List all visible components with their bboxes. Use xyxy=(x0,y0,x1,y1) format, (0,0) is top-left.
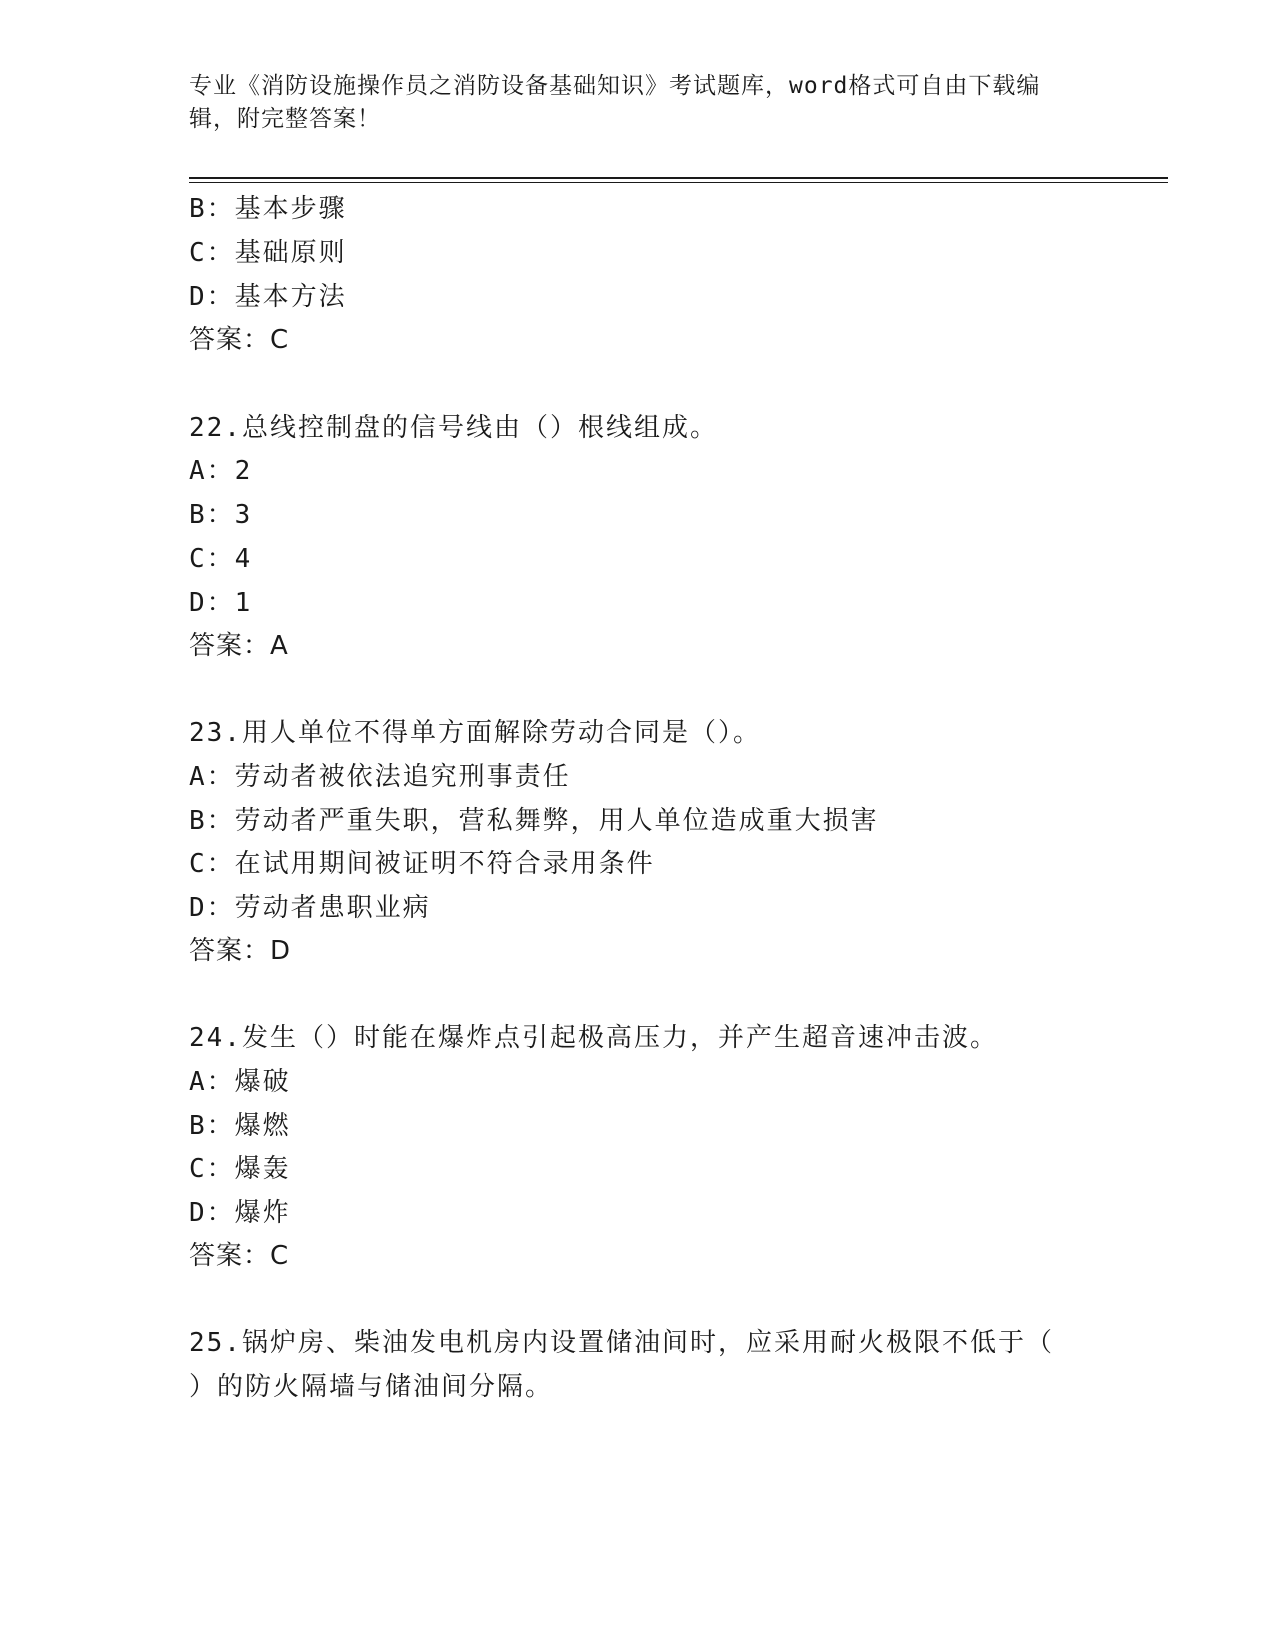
header-line-1: 专业《消防设施操作员之消防设备基础知识》考试题库，word格式可自由下载编 xyxy=(189,73,1041,99)
q21-option-d: D：基本方法 xyxy=(189,282,347,312)
q22-option-d: D：1 xyxy=(189,588,253,618)
q23-option-a: A：劳动者被依法追究刑事责任 xyxy=(189,762,571,792)
q21-answer: 答案：C xyxy=(189,325,290,355)
q23-option-b: B：劳动者严重失职，营私舞弊，用人单位造成重大损害 xyxy=(189,806,879,836)
q23-option-d: D：劳动者患职业病 xyxy=(189,893,431,923)
q22-option-a: A：2 xyxy=(189,456,253,486)
q25-question-line-2: ）的防火隔墙与储油间分隔。 xyxy=(189,1372,554,1402)
q21-option-b: B：基本步骤 xyxy=(189,194,347,224)
q24-question: 24.发生（）时能在爆炸点引起极高压力，并产生超音速冲击波。 xyxy=(189,1023,998,1053)
q22-option-b: B：3 xyxy=(189,500,253,530)
q24-option-c: C：爆轰 xyxy=(189,1154,291,1184)
header-line-2: 辑，附完整答案！ xyxy=(189,106,381,132)
q23-option-c: C：在试用期间被证明不符合录用条件 xyxy=(189,849,655,879)
q22-answer: 答案：A xyxy=(189,631,289,661)
q24-option-b: B：爆燃 xyxy=(189,1111,291,1141)
document-header xyxy=(189,70,1089,136)
header-rule-thin xyxy=(189,182,1168,183)
q23-answer: 答案：D xyxy=(189,936,292,966)
q24-option-a: A：爆破 xyxy=(189,1067,291,1097)
q22-question: 22.总线控制盘的信号线由（）根线组成。 xyxy=(189,413,718,443)
q22-option-c: C：4 xyxy=(189,544,253,574)
header-rule-thick xyxy=(189,177,1168,179)
q24-option-d: D：爆炸 xyxy=(189,1198,291,1228)
q23-question: 23.用人单位不得单方面解除劳动合同是（）。 xyxy=(189,718,761,748)
q21-option-c: C：基础原则 xyxy=(189,238,347,268)
q24-answer: 答案：C xyxy=(189,1241,290,1271)
q25-question-line-1: 25.锅炉房、柴油发电机房内设置储油间时，应采用耐火极限不低于（ xyxy=(189,1328,1054,1358)
